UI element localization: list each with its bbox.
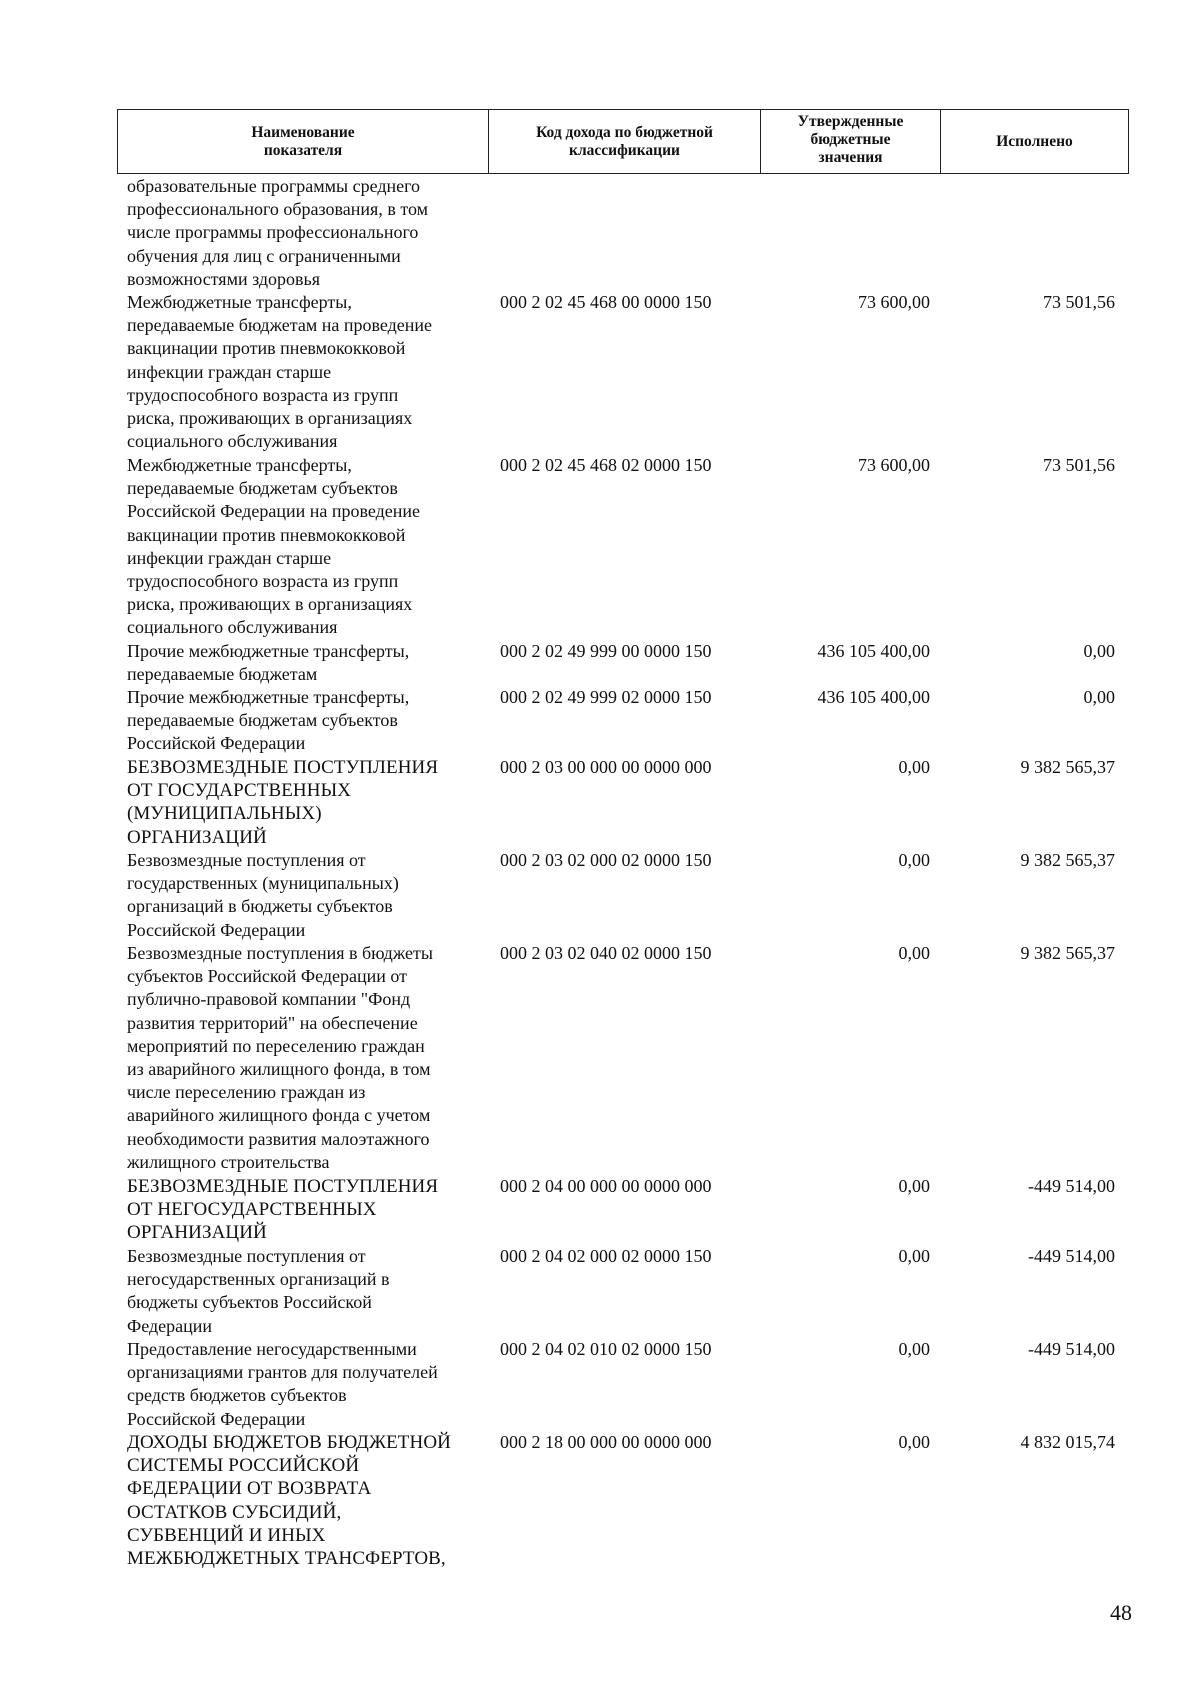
row-approved: 0,00 bbox=[898, 1176, 930, 1196]
table-header bbox=[117, 109, 1129, 174]
row-done: 9 382 565,37 bbox=[1020, 943, 1115, 963]
row-approved: 0,00 bbox=[898, 1246, 930, 1266]
row-name: Межбюджетные трансферты, передаваемые бюджетам на проведение вакцинации против пневмококковой инфекции граждан старше трудоспособного возраста из групп риска, проживающих в организациях социального обслуживания bbox=[127, 292, 433, 452]
header-done bbox=[941, 110, 1128, 173]
row-name: Безвозмездные поступления от государственных (муниципальных) организаций в бюджеты субъектов Российской Федерации bbox=[127, 850, 399, 940]
row-name: Прочие межбюджетные трансферты, передаваемые бюджетам bbox=[127, 641, 410, 685]
row-done: 9 382 565,37 bbox=[1020, 850, 1115, 870]
row-approved: 436 105 400,00 bbox=[817, 687, 930, 707]
header-done-text: Исполнено bbox=[996, 132, 1073, 150]
row-done: 4 832 015,74 bbox=[1020, 1432, 1115, 1452]
row-approved: 0,00 bbox=[898, 943, 930, 963]
header-name-text: Наименование показателя bbox=[251, 123, 355, 159]
row-name: Прочие межбюджетные трансферты, передаваемые бюджетам субъектов Российской Федерации bbox=[127, 687, 410, 754]
header-name bbox=[118, 110, 489, 173]
row-name: Безвозмездные поступления от негосударственных организаций в бюджеты субъектов Российской Федерации bbox=[127, 1246, 390, 1336]
header-approved bbox=[761, 110, 941, 173]
header-approved-text: Утвержденные бюджетные значения bbox=[797, 113, 904, 166]
row-code: 000 2 02 45 468 02 0000 150 bbox=[500, 455, 712, 475]
row-approved: 73 600,00 bbox=[858, 455, 930, 475]
row-approved: 0,00 bbox=[898, 1339, 930, 1359]
row-approved: 0,00 bbox=[898, 1432, 930, 1452]
row-approved: 436 105 400,00 bbox=[817, 641, 930, 661]
row-code: 000 2 03 00 000 00 0000 000 bbox=[500, 757, 712, 777]
row-code: 000 2 03 02 000 02 0000 150 bbox=[500, 850, 712, 870]
row-done: -449 514,00 bbox=[1028, 1339, 1115, 1359]
row-code: 000 2 18 00 000 00 0000 000 bbox=[500, 1432, 712, 1452]
row-code: 000 2 04 02 010 02 0000 150 bbox=[500, 1339, 712, 1359]
row-name: Межбюджетные трансферты, передаваемые бюджетам субъектов Российской Федерации на проведение вакцинации против пневмококковой инфекции граждан старше трудоспособного возраста из групп риска, проживающих в организациях социального обслуживания bbox=[127, 455, 421, 638]
row-name: образовательные программы среднего профессионального образования, в том числе программы профессионального обучения для лиц с ограниченными возможностями здоровья bbox=[127, 176, 429, 289]
row-name: ДОХОДЫ БЮДЖЕТОВ БЮДЖЕТНОЙ СИСТЕМЫ РОССИЙСКОЙ ФЕДЕРАЦИИ ОТ ВОЗВРАТА ОСТАТКОВ СУБСИДИЙ, СУБВЕНЦИЙ И ИНЫХ МЕЖБЮДЖЕТНЫХ ТРАНСФЕРТОВ, bbox=[127, 1432, 451, 1570]
row-code: 000 2 02 49 999 02 0000 150 bbox=[500, 687, 712, 707]
row-name: Предоставление негосударственными организациями грантов для получателей средств бюджетов субъектов Российской Федерации bbox=[127, 1339, 438, 1429]
row-done: 73 501,56 bbox=[1043, 455, 1115, 475]
row-code: 000 2 03 02 040 02 0000 150 bbox=[500, 943, 712, 963]
header-code-text: Код дохода по бюджетной классификации bbox=[536, 123, 713, 159]
row-approved: 0,00 bbox=[898, 757, 930, 777]
page-number: 48 bbox=[1110, 1600, 1132, 1625]
row-done: -449 514,00 bbox=[1028, 1176, 1115, 1196]
row-done: 0,00 bbox=[1083, 641, 1115, 661]
row-code: 000 2 04 02 000 02 0000 150 bbox=[500, 1246, 712, 1266]
row-code: 000 2 02 45 468 00 0000 150 bbox=[500, 292, 712, 312]
row-approved: 0,00 bbox=[898, 850, 930, 870]
row-done: -449 514,00 bbox=[1028, 1246, 1115, 1266]
row-approved: 73 600,00 bbox=[858, 292, 930, 312]
header-code bbox=[489, 110, 761, 173]
row-done: 73 501,56 bbox=[1043, 292, 1115, 312]
row-done: 9 382 565,37 bbox=[1020, 757, 1115, 777]
row-name: БЕЗВОЗМЕЗДНЫЕ ПОСТУПЛЕНИЯ ОТ ГОСУДАРСТВЕННЫХ (МУНИЦИПАЛЬНЫХ) ОРГАНИЗАЦИЙ bbox=[127, 757, 439, 848]
row-done: 0,00 bbox=[1083, 687, 1115, 707]
row-code: 000 2 02 49 999 00 0000 150 bbox=[500, 641, 712, 661]
row-name: Безвозмездные поступления в бюджеты субъектов Российской Федерации от публично-правовой компании "Фонд развития территорий" на обеспечение мероприятий по переселению граждан из аварийного жилищного фонда, в том числе переселению граждан из аварийного жилищного фонда с учетом необходимости развития малоэтажного жилищного строительства bbox=[127, 943, 433, 1172]
row-code: 000 2 04 00 000 00 0000 000 bbox=[500, 1176, 712, 1196]
row-name: БЕЗВОЗМЕЗДНЫЕ ПОСТУПЛЕНИЯ ОТ НЕГОСУДАРСТВЕННЫХ ОРГАНИЗАЦИЙ bbox=[127, 1176, 439, 1244]
